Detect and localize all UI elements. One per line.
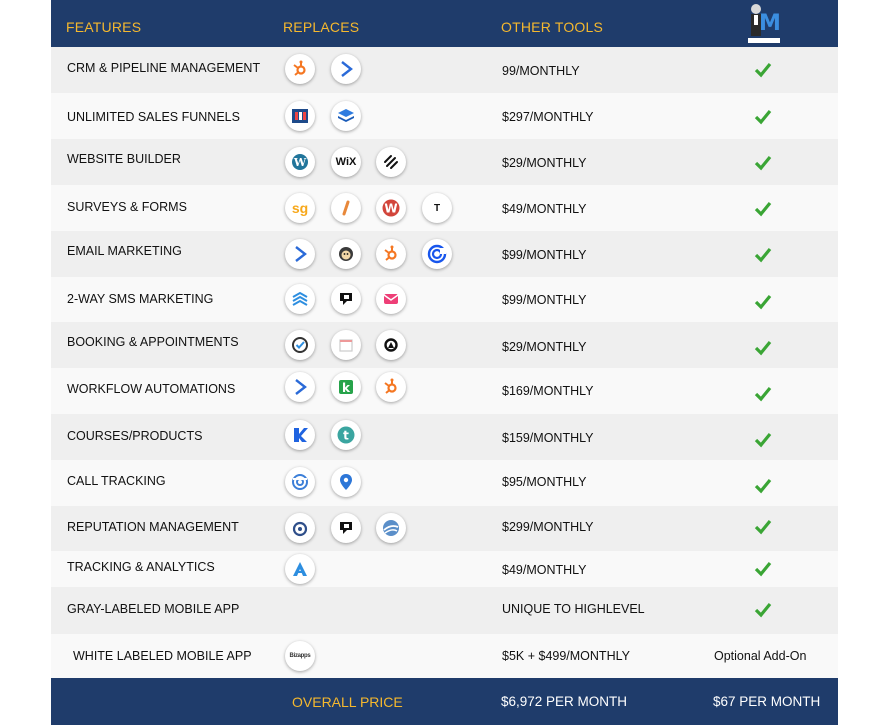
other-tools-price: $5K + $499/MONTHLY: [502, 649, 630, 663]
mailchimp-icon: [331, 239, 361, 269]
other-tools-price: $297/MONTHLY: [502, 110, 594, 124]
table-row: [51, 322, 838, 368]
table-row: [51, 277, 838, 322]
table-row: [51, 185, 838, 231]
overall-price-label: OVERALL PRICE: [292, 694, 403, 710]
table-row: [51, 93, 838, 139]
table-row: [51, 506, 838, 551]
location-pin-icon: [331, 467, 361, 497]
our-total: $67 PER MONTH: [713, 694, 821, 709]
svg-text:k: k: [342, 381, 350, 395]
analytics-icon: [285, 554, 315, 584]
table-row: [51, 551, 838, 587]
constant-contact-icon: [422, 239, 452, 269]
header-other-tools: OTHER TOOLS: [501, 19, 604, 35]
hubspot-icon: [376, 239, 406, 269]
checkmark-icon: [754, 561, 772, 577]
surveygizmo-icon: sg: [285, 193, 315, 223]
checkmark-icon: [754, 602, 772, 618]
header-replaces: REPLACES: [283, 19, 360, 35]
other-tools-price: UNIQUE TO HIGHLEVEL: [502, 602, 645, 616]
other-tools-price: $169/MONTHLY: [502, 384, 594, 398]
checkmark-icon: [754, 62, 772, 78]
other-tools-price: $29/MONTHLY: [502, 340, 587, 354]
other-tools-price: $99/MONTHLY: [502, 293, 587, 307]
svg-text:W: W: [384, 201, 398, 216]
checkmark-icon: [754, 155, 772, 171]
feature-label: CALL TRACKING: [67, 474, 166, 488]
kajabi-icon: [285, 420, 315, 450]
activecampaign-icon: [285, 372, 315, 402]
feature-label: WHITE LABELED MOBILE APP: [73, 649, 252, 663]
typeform-icon: T: [422, 193, 452, 223]
wufoo-icon: [376, 193, 406, 223]
message-icon: [376, 284, 406, 314]
feature-label: UNLIMITED SALES FUNNELS: [67, 110, 240, 124]
table-row: [51, 368, 838, 414]
table-row: [51, 634, 838, 678]
hubspot-icon: [376, 372, 406, 402]
feature-label: CRM & PIPELINE MANAGEMENT: [67, 61, 261, 75]
feature-label: WORKFLOW AUTOMATIONS: [67, 382, 236, 396]
table-header: [51, 0, 838, 47]
other-tools-total: $6,972 PER MONTH: [501, 694, 628, 709]
table-row: [51, 47, 838, 93]
svg-text:W: W: [293, 156, 307, 169]
checkmark-icon: [754, 294, 772, 310]
checkmark-icon: [754, 109, 772, 125]
feature-label: BOOKING & APPOINTMENTS: [67, 335, 239, 349]
table-row: [51, 414, 838, 460]
feature-label: WEBSITE BUILDER: [67, 152, 181, 166]
wix-icon: WiX: [331, 147, 361, 177]
clickfunnels-icon: [285, 101, 315, 131]
calendly-icon: [285, 330, 315, 360]
calendar-icon: [331, 330, 361, 360]
birdeye-icon: [285, 513, 315, 543]
checkmark-icon: [754, 201, 772, 217]
feature-label: SURVEYS & FORMS: [67, 200, 187, 214]
svg-text:t: t: [343, 428, 349, 443]
activecampaign-icon: [285, 239, 315, 269]
feature-label: GRAY-LABELED MOBILE APP: [67, 602, 240, 616]
bizapps-icon: Bizapps: [285, 641, 315, 671]
leadpages-icon: [331, 101, 361, 131]
teachable-icon: [331, 420, 361, 450]
header-features: FEATURES: [66, 19, 142, 35]
keap-icon: [331, 372, 361, 402]
table-row: [51, 139, 838, 185]
other-tools-price: $49/MONTHLY: [502, 563, 587, 577]
optional-addon-label: Optional Add-On: [714, 649, 807, 663]
table-row: [51, 231, 838, 277]
brand-logo-icon: [746, 2, 782, 45]
other-tools-price: $49/MONTHLY: [502, 202, 587, 216]
podium-icon: [331, 284, 361, 314]
other-tools-price: $299/MONTHLY: [502, 520, 594, 534]
squarespace-icon: [376, 147, 406, 177]
table-row: [51, 587, 838, 634]
feature-label: COURSES/PRODUCTS: [67, 429, 203, 443]
table-footer: [51, 678, 838, 725]
hubspot-icon: [285, 54, 315, 84]
checkmark-icon: [754, 247, 772, 263]
wordpress-icon: [285, 147, 315, 177]
formstack-icon: [331, 193, 361, 223]
checkmark-icon: [754, 519, 772, 535]
podium-icon: [331, 513, 361, 543]
other-tools-price: $95/MONTHLY: [502, 475, 587, 489]
feature-label: 2-WAY SMS MARKETING: [67, 292, 214, 306]
checkmark-icon: [754, 386, 772, 402]
checkmark-icon: [754, 340, 772, 356]
svg-text:M: M: [759, 11, 781, 36]
feature-label: REPUTATION MANAGEMENT: [67, 520, 239, 534]
other-tools-price: $29/MONTHLY: [502, 156, 587, 170]
feature-label: TRACKING & ANALYTICS: [67, 560, 215, 574]
other-tools-price: $159/MONTHLY: [502, 431, 594, 445]
checkmark-icon: [754, 432, 772, 448]
acuity-icon: [376, 330, 406, 360]
feature-label: EMAIL MARKETING: [67, 244, 182, 258]
checkmark-icon: [754, 478, 772, 494]
stacked-layers-icon: [285, 284, 315, 314]
call-tracking-icon: [285, 467, 315, 497]
other-tools-price: $99/MONTHLY: [502, 248, 587, 262]
swirl-icon: [376, 513, 406, 543]
activecampaign-icon: [331, 54, 361, 84]
other-tools-price: 99/MONTHLY: [502, 64, 580, 78]
table-row: [51, 460, 838, 506]
